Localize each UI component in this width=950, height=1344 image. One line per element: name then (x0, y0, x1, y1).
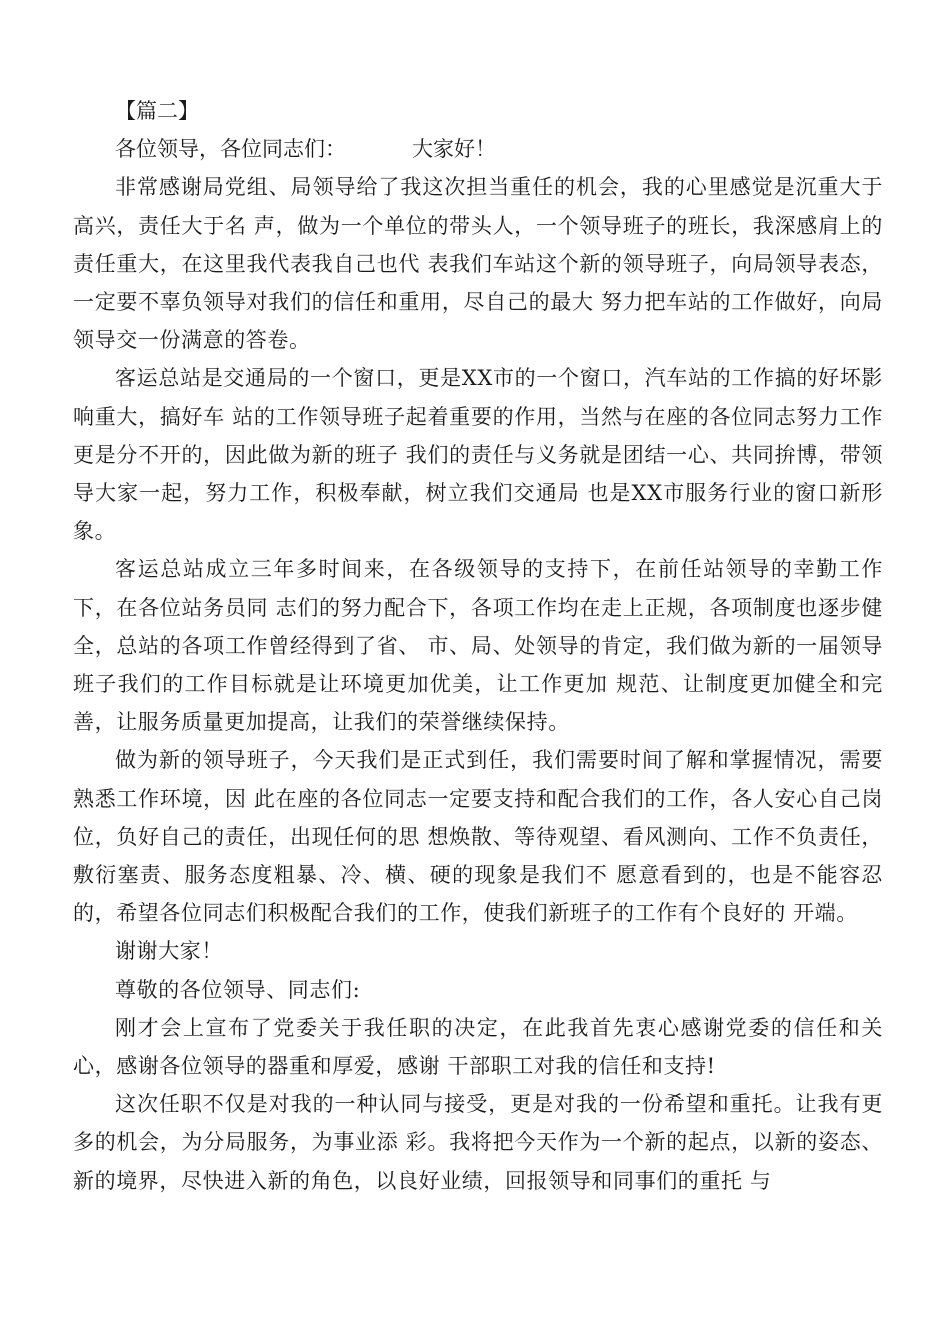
paragraph-station-window: 客运总站是交通局的一个窗口，更是XX市的一个窗口，汽车站的工作搞的好坏影响重大，搞好车 站的工作领导班子起着重要的作用，当然与在座的各位同志努力工作更是分不开的，因此做为新的班子 我们的责任与义务就是团结一心、共同拚博，带领导大家一起，努力工作，积极奉献，树立我们交通局 也是XX市服务行业的窗口新形象。 (73, 366, 883, 544)
greeting-hello: 大家好！ (412, 137, 496, 162)
paragraph-gratitude: 非常感谢局党组、局领导给了我这次担当重任的机会，我的心里感觉是沉重大于高兴，责任大于名 声，做为一个单位的带头人，一个领导班子的班长，我深感肩上的责任重大，在这里我代表我自己也代 表我们车站这个新的领导班子，向局领导表态，一定要不辜负领导对我们的信任和重用，尽自己的最大 努力把车站的工作做好，向局领导交一份满意的答卷。 (73, 175, 883, 353)
section-heading: 【篇二】 (115, 99, 199, 123)
paragraph-station-history: 客运总站成立三年多时间来，在各级领导的支持下，在前任站领导的幸勤工作下，在各位站务员同 志们的努力配合下，各项工作均在走上正规，各项制度也逐步健全，总站的各项工作曾经得到了省、 市、局、处领导的肯定，我们做为新的一届领导班子我们的工作目标就是让环境更加优美，让工作更加 规范、让制度更加健全和完善，让服务质量更加提高，让我们的荣誉继续保持。 (73, 557, 883, 735)
paragraph-thanks: 谢谢大家！ (115, 939, 223, 964)
paragraph-salutation: 尊敬的各位领导、同志们: (115, 977, 361, 1002)
document-page (73, 92, 883, 1200)
greeting-addressee: 各位领导，各位同志们： (115, 137, 346, 162)
paragraph-commitment: 这次任职不仅是对我的一种认同与接受，更是对我的一份希望和重托。让我有更多的机会，为分局服务，为事业添 彩。我将把今天作为一个新的起点，以新的姿态、新的境界，尽快进入新的角色，以良好业绩，回报领导和同事们的重托 与 (73, 1092, 883, 1193)
paragraph-new-team: 做为新的领导班子，今天我们是正式到任，我们需要时间了解和掌握情况，需要熟悉工作环境，因 此在座的各位同志一定要支持和配合我们的工作，各人安心自己岗位，负好自己的责任，出现任何的思 想焕散、等待观望、看风测向、工作不负责任，敷衍塞责、服务态度粗暴、冷、横、硬的现象是我们不 愿意看到的，也是不能容忍的，希望各位同志们积极配合我们的工作，使我们新班子的工作有个良好的 开端。 (73, 748, 883, 926)
greeting-line (73, 130, 883, 168)
paragraph-appointment: 刚才会上宣布了党委关于我任职的决定，在此我首先衷心感谢党委的信任和关心，感谢各位领导的器重和厚爱，感谢 干部职工对我的信任和支持! (73, 1015, 883, 1079)
